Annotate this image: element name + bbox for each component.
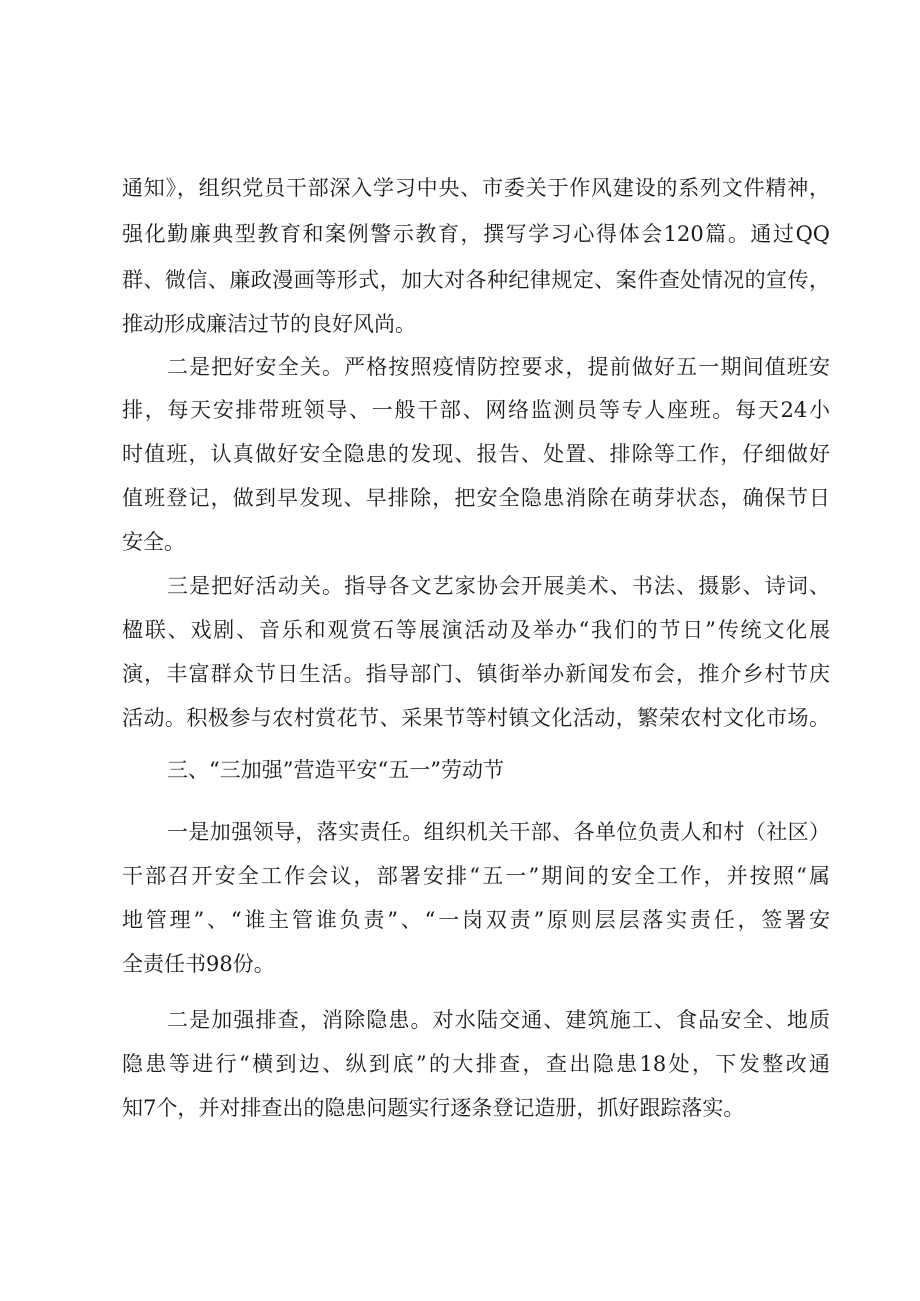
paragraph-line: 知7个，并对排查出的隐患问题实行逐条登记造册，抓好跟踪落实。 [122, 1096, 745, 1120]
paragraph-line: 推动形成廉洁过节的良好风尚。 [122, 312, 416, 336]
paragraph-line: 楹联、戏剧、音乐和观赏石等展演活动及举办“我们的节日”传统文化展 [122, 618, 830, 642]
paragraph-line: 值班登记，做到早发现、早排除，把安全隐患消除在萌芽状态，确保节日 [122, 486, 830, 510]
paragraph-line: 全责任书98份。 [122, 952, 275, 976]
paragraph-line: 干部召开安全工作会议，部署安排“五一”期间的安全工作，并按照“属 [122, 864, 830, 888]
paragraph-line: 二是把好安全关。严格按照疫情防控要求，提前做好五一期间值班安 [167, 355, 830, 379]
paragraph-line: 地管理”、“谁主管谁负责”、“一岗双责”原则层层落实责任，签署安 [122, 908, 830, 932]
paragraph-line: 安全。 [122, 530, 185, 554]
paragraph-line: 通知》，组织党员干部深入学习中央、市委关于作风建设的系列文件精神， [122, 176, 830, 200]
paragraph-line: 强化勤廉典型教育和案例警示教育，撰写学习心得体会120篇。通过QQ [122, 222, 830, 246]
paragraph-line: 排，每天安排带班领导、一般干部、网络监测员等专人座班。每天24小 [122, 398, 830, 422]
paragraph-line: 演，丰富群众节日生活。指导部门、镇街举办新闻发布会，推介乡村节庆 [122, 662, 830, 686]
paragraph-line: 一是加强领导，落实责任。组织机关干部、各单位负责人和村（社区） [167, 820, 830, 844]
paragraph-line: 时值班，认真做好安全隐患的发现、报告、处置、排除等工作，仔细做好 [122, 442, 830, 466]
section-heading: 三、“三加强”营造平安“五一”劳动节 [167, 758, 504, 782]
paragraph-line: 二是加强排查，消除隐患。对水陆交通、建筑施工、食品安全、地质 [167, 1008, 830, 1032]
paragraph-line: 三是把好活动关。指导各文艺家协会开展美术、书法、摄影、诗词、 [167, 574, 830, 598]
paragraph-line: 隐患等进行“横到边、纵到底”的大排查，查出隐患18处，下发整改通 [122, 1052, 830, 1076]
paragraph-line: 活动。积极参与农村赏花节、采果节等村镇文化活动，繁荣农村文化市场。 [122, 706, 830, 730]
paragraph-line: 群、微信、廉政漫画等形式，加大对各种纪律规定、案件查处情况的宣传， [122, 268, 830, 292]
